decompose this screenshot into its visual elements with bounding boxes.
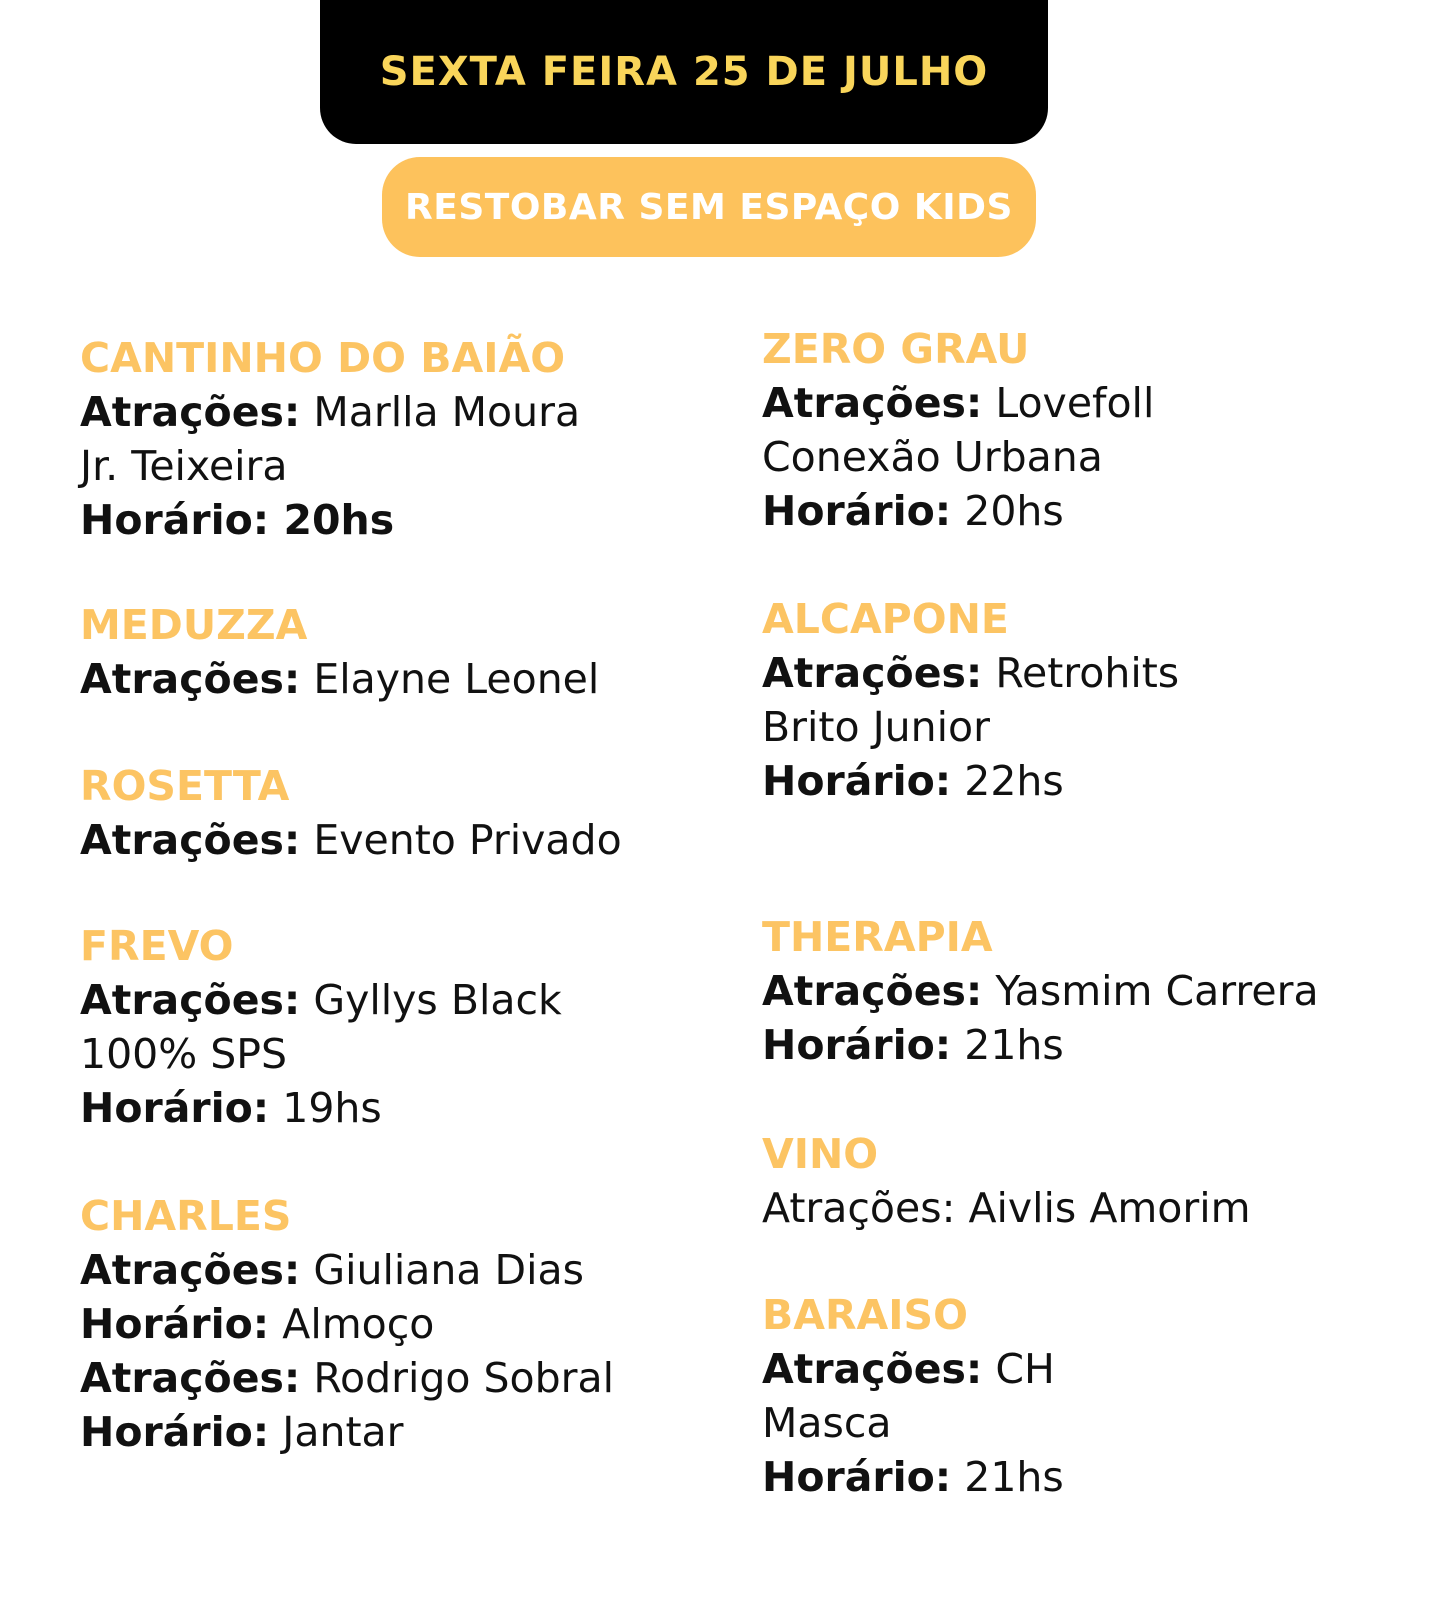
attraction-extra: 100% SPS bbox=[80, 1030, 288, 1078]
venue-cantinho-do-baiao bbox=[80, 331, 580, 547]
attractions-label: Atrações: bbox=[80, 655, 301, 703]
venue-name: ZERO GRAU bbox=[762, 325, 1030, 373]
attractions-line bbox=[80, 813, 622, 867]
attraction-extra: Conexão Urbana bbox=[762, 433, 1103, 481]
attractions-line-2 bbox=[80, 1351, 614, 1405]
attractions-label: Atrações: bbox=[762, 1345, 983, 1393]
venue-therapia bbox=[762, 910, 1319, 1072]
time-line-2 bbox=[80, 1405, 614, 1459]
venue-frevo bbox=[80, 919, 562, 1135]
attractions-label: Atrações: bbox=[80, 388, 301, 436]
venue-name: FREVO bbox=[80, 922, 234, 970]
attraction-extra: Masca bbox=[762, 1399, 892, 1447]
venue-meduzza bbox=[80, 598, 599, 706]
attraction-value: CH bbox=[995, 1345, 1055, 1393]
time-value: 19hs bbox=[282, 1084, 382, 1132]
time-value: 20hs bbox=[964, 487, 1064, 535]
time-label: Horário: bbox=[762, 757, 952, 805]
venue-name: MEDUZZA bbox=[80, 601, 308, 649]
subtitle-banner bbox=[382, 157, 1036, 257]
time-line bbox=[80, 493, 580, 547]
attractions-line bbox=[762, 646, 1179, 700]
venue-name: THERAPIA bbox=[762, 913, 993, 961]
subtitle: RESTOBAR SEM ESPAÇO KIDS bbox=[405, 186, 1013, 228]
time-line bbox=[80, 1297, 614, 1351]
venue-baraiso bbox=[762, 1288, 1064, 1504]
attractions-line bbox=[80, 652, 599, 706]
time-value: Almoço bbox=[282, 1300, 435, 1348]
venue-name: VINO bbox=[762, 1130, 879, 1178]
attraction-value: Rodrigo Sobral bbox=[313, 1354, 614, 1402]
attractions-label: Atrações: bbox=[762, 649, 983, 697]
venue-name: ROSETTA bbox=[80, 762, 290, 810]
time-label: Horário: bbox=[762, 487, 952, 535]
time-label: Horário: bbox=[762, 1453, 952, 1501]
time-value: 20hs bbox=[283, 496, 395, 544]
time-label: Horário: bbox=[80, 1408, 270, 1456]
attractions-line bbox=[762, 964, 1319, 1018]
time-line bbox=[762, 1450, 1064, 1504]
venue-zero-grau bbox=[762, 322, 1154, 538]
time-label: Horário: bbox=[762, 1021, 952, 1069]
attraction-value: Evento Privado bbox=[313, 816, 622, 864]
time-value: 22hs bbox=[964, 757, 1064, 805]
attractions-line bbox=[762, 1342, 1064, 1396]
attractions-line bbox=[762, 376, 1154, 430]
attraction-value: Marlla Moura bbox=[313, 388, 581, 436]
time-line bbox=[762, 1018, 1319, 1072]
attraction-value: Elayne Leonel bbox=[313, 655, 600, 703]
venue-name: BARAISO bbox=[762, 1291, 968, 1339]
venue-rosetta bbox=[80, 759, 622, 867]
attractions-line bbox=[80, 973, 562, 1027]
attraction-value: Gyllys Black bbox=[313, 976, 562, 1024]
time-line bbox=[762, 484, 1154, 538]
venue-charles bbox=[80, 1189, 614, 1459]
time-line bbox=[762, 754, 1179, 808]
attraction-value: Retrohits bbox=[995, 649, 1180, 697]
attractions-label: Atrações: bbox=[762, 379, 983, 427]
time-label: Horário: bbox=[80, 496, 270, 544]
venue-name: ALCAPONE bbox=[762, 595, 1009, 643]
time-value: 21hs bbox=[964, 1021, 1064, 1069]
time-label: Horário: bbox=[80, 1084, 270, 1132]
venue-name: CANTINHO DO BAIÃO bbox=[80, 334, 566, 382]
attractions-label: Atrações: bbox=[80, 816, 301, 864]
attraction-extra: Brito Junior bbox=[762, 703, 990, 751]
attractions-label: Atrações: bbox=[80, 1246, 301, 1294]
time-label: Horário: bbox=[80, 1300, 270, 1348]
attractions-label: Atrações: bbox=[762, 967, 983, 1015]
attractions-line bbox=[80, 1243, 614, 1297]
attraction-value: Lovefoll bbox=[995, 379, 1155, 427]
attraction-value: Yasmim Carrera bbox=[995, 967, 1319, 1015]
venue-name: CHARLES bbox=[80, 1192, 292, 1240]
venue-vino bbox=[762, 1127, 1251, 1235]
attraction-value: Giuliana Dias bbox=[313, 1246, 584, 1294]
attractions-label: Atrações: bbox=[80, 976, 301, 1024]
attractions-line: Atrações: Aivlis Amorim bbox=[762, 1184, 1251, 1232]
attractions-line bbox=[80, 385, 580, 439]
time-value: Jantar bbox=[282, 1408, 404, 1456]
time-line bbox=[80, 1081, 562, 1135]
attraction-extra: Jr. Teixeira bbox=[80, 442, 288, 490]
time-value: 21hs bbox=[964, 1453, 1064, 1501]
date-title: SEXTA FEIRA 25 DE JULHO bbox=[379, 49, 989, 95]
attractions-label: Atrações: bbox=[80, 1354, 301, 1402]
venue-alcapone bbox=[762, 592, 1179, 808]
date-banner bbox=[320, 0, 1048, 144]
